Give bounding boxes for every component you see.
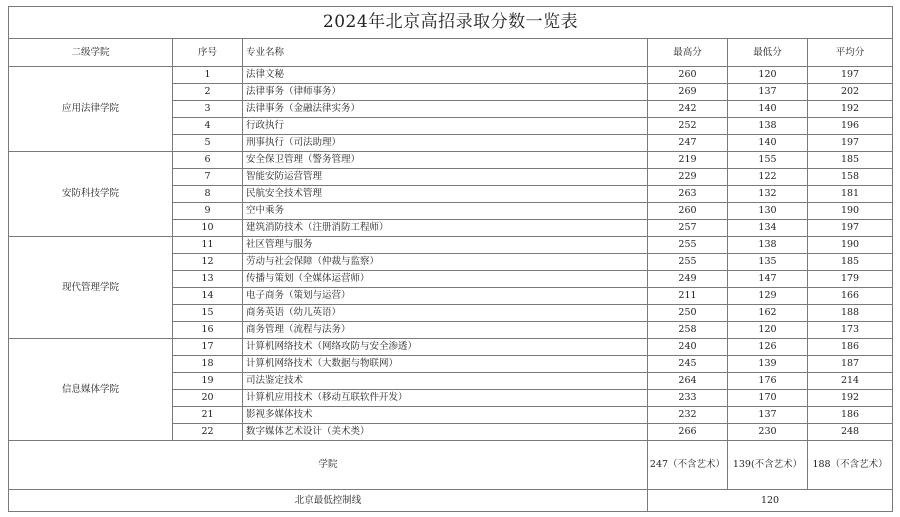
row-number: 13 [173,271,243,288]
min-score: 137 [728,84,808,101]
max-score: 247 [648,135,728,152]
major-name: 民航安全技术管理 [243,186,648,203]
footer-value: 120 [648,490,893,512]
major-name: 传播与策划（全媒体运营师） [243,271,648,288]
summary-label: 学院 [9,441,648,490]
avg-score: 188 [808,305,893,322]
avg-score: 214 [808,373,893,390]
avg-score: 185 [808,254,893,271]
header-college: 二级学院 [9,39,173,67]
min-score: 139 [728,356,808,373]
header-min: 最低分 [728,39,808,67]
header-avg: 平均分 [808,39,893,67]
header-major: 专业名称 [243,39,648,67]
major-name: 建筑消防技术（注册消防工程师） [243,220,648,237]
max-score: 249 [648,271,728,288]
row-number: 18 [173,356,243,373]
row-number: 11 [173,237,243,254]
avg-score: 190 [808,237,893,254]
avg-score: 186 [808,339,893,356]
summary-avg: 188（不含艺术） [808,441,893,490]
min-score: 135 [728,254,808,271]
max-score: 240 [648,339,728,356]
major-name: 行政执行 [243,118,648,135]
max-score: 250 [648,305,728,322]
min-score: 129 [728,288,808,305]
max-score: 252 [648,118,728,135]
min-score: 230 [728,424,808,441]
min-score: 162 [728,305,808,322]
row-number: 6 [173,152,243,169]
min-score: 120 [728,322,808,339]
row-number: 1 [173,67,243,84]
row-number: 7 [173,169,243,186]
avg-score: 202 [808,84,893,101]
max-score: 229 [648,169,728,186]
max-score: 242 [648,101,728,118]
min-score: 147 [728,271,808,288]
row-number: 2 [173,84,243,101]
max-score: 258 [648,322,728,339]
header-max: 最高分 [648,39,728,67]
max-score: 255 [648,254,728,271]
footer-row [9,490,893,512]
table-title: 2024年北京高招录取分数一览表 [9,7,893,39]
avg-score: 192 [808,101,893,118]
major-name: 智能安防运营管理 [243,169,648,186]
row-number: 20 [173,390,243,407]
row-number: 15 [173,305,243,322]
max-score: 219 [648,152,728,169]
major-name: 计算机网络技术（大数据与物联网） [243,356,648,373]
avg-score: 190 [808,203,893,220]
max-score: 263 [648,186,728,203]
major-name: 刑事执行（司法助理） [243,135,648,152]
avg-score: 197 [808,220,893,237]
major-name: 计算机应用技术（移动互联软件开发） [243,390,648,407]
avg-score: 186 [808,407,893,424]
major-name: 计算机网络技术（网络攻防与安全渗透） [243,339,648,356]
min-score: 155 [728,152,808,169]
college-name: 现代管理学院 [9,237,173,339]
max-score: 264 [648,373,728,390]
min-score: 176 [728,373,808,390]
major-name: 空中乘务 [243,203,648,220]
row-number: 9 [173,203,243,220]
major-name: 安全保卫管理（警务管理） [243,152,648,169]
row-number: 21 [173,407,243,424]
max-score: 257 [648,220,728,237]
table-row [9,152,893,169]
table-row [9,237,893,254]
row-number: 12 [173,254,243,271]
max-score: 260 [648,203,728,220]
score-table [8,6,893,512]
major-name: 数字媒体艺术设计（美术类） [243,424,648,441]
row-number: 17 [173,339,243,356]
min-score: 138 [728,118,808,135]
major-name: 商务英语（幼儿英语） [243,305,648,322]
header-no: 序号 [173,39,243,67]
major-name: 电子商务（策划与运营） [243,288,648,305]
max-score: 211 [648,288,728,305]
min-score: 122 [728,169,808,186]
max-score: 260 [648,67,728,84]
avg-score: 196 [808,118,893,135]
major-name: 商务管理（流程与法务） [243,322,648,339]
major-name: 社区管理与服务 [243,237,648,254]
row-number: 22 [173,424,243,441]
min-score: 140 [728,101,808,118]
avg-score: 179 [808,271,893,288]
header-row [9,39,893,67]
college-name: 应用法律学院 [9,67,173,152]
row-number: 4 [173,118,243,135]
footer-label: 北京最低控制线 [9,490,648,512]
avg-score: 197 [808,67,893,84]
min-score: 137 [728,407,808,424]
min-score: 120 [728,67,808,84]
summary-row [9,441,893,490]
major-name: 劳动与社会保障（仲裁与监察） [243,254,648,271]
min-score: 132 [728,186,808,203]
max-score: 269 [648,84,728,101]
major-name: 法律事务（律师事务） [243,84,648,101]
major-name: 影视多媒体技术 [243,407,648,424]
min-score: 138 [728,237,808,254]
summary-max: 247（不含艺术） [648,441,728,490]
avg-score: 166 [808,288,893,305]
max-score: 245 [648,356,728,373]
avg-score: 192 [808,390,893,407]
min-score: 140 [728,135,808,152]
max-score: 255 [648,237,728,254]
avg-score: 181 [808,186,893,203]
summary-min: 139(不含艺术） [728,441,808,490]
avg-score: 187 [808,356,893,373]
row-number: 8 [173,186,243,203]
major-name: 法律文秘 [243,67,648,84]
avg-score: 248 [808,424,893,441]
row-number: 3 [173,101,243,118]
table-row [9,67,893,84]
college-name: 信息媒体学院 [9,339,173,441]
min-score: 170 [728,390,808,407]
min-score: 130 [728,203,808,220]
min-score: 126 [728,339,808,356]
row-number: 10 [173,220,243,237]
row-number: 16 [173,322,243,339]
table-row [9,339,893,356]
avg-score: 173 [808,322,893,339]
avg-score: 158 [808,169,893,186]
major-name: 法律事务（金融法律实务） [243,101,648,118]
row-number: 5 [173,135,243,152]
avg-score: 185 [808,152,893,169]
max-score: 266 [648,424,728,441]
college-name: 安防科技学院 [9,152,173,237]
score-table-sheet [8,6,892,514]
max-score: 233 [648,390,728,407]
min-score: 134 [728,220,808,237]
row-number: 14 [173,288,243,305]
avg-score: 197 [808,135,893,152]
major-name: 司法鉴定技术 [243,373,648,390]
max-score: 232 [648,407,728,424]
row-number: 19 [173,373,243,390]
